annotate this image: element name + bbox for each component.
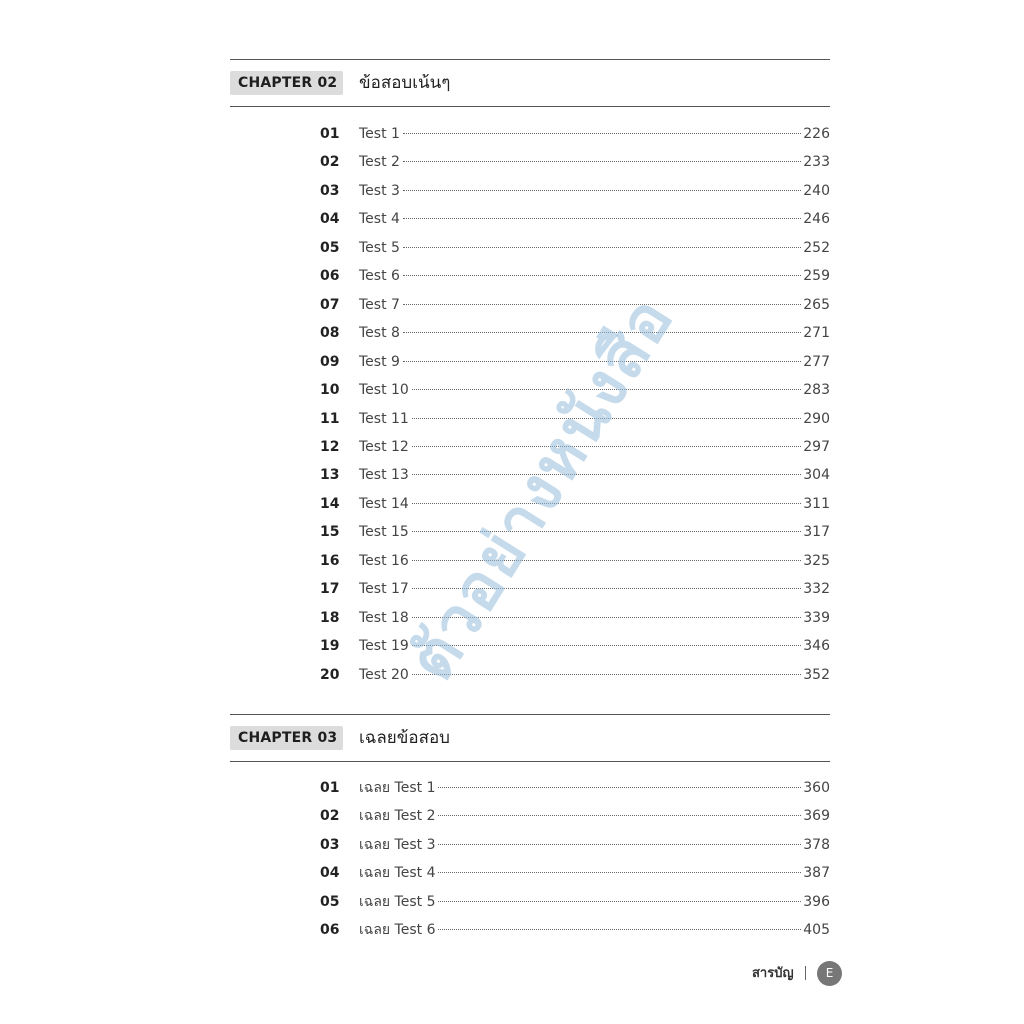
toc-entry-page: 369 — [803, 808, 830, 825]
toc-entry-label: Test 6 — [359, 268, 400, 285]
toc-entry[interactable] — [320, 835, 830, 855]
toc-entry-label: Test 17 — [359, 581, 409, 598]
toc-entry-number: 02 — [320, 808, 340, 825]
dot-leader — [403, 189, 801, 191]
toc-entry-label: Test 7 — [359, 296, 400, 313]
toc-entry-label: Test 1 — [359, 126, 400, 142]
toc-entry[interactable] — [320, 920, 830, 940]
toc-entry-page: 325 — [803, 552, 830, 569]
chapter-title: ข้อสอบเน้นๆ — [359, 73, 451, 93]
dot-leader — [412, 644, 801, 646]
toc-entry-label: Test 4 — [359, 211, 400, 228]
toc-entry-page: 265 — [803, 296, 830, 313]
toc-entry-page: 339 — [803, 609, 830, 626]
toc-entry-page: 297 — [803, 438, 830, 455]
toc-entry-label: เฉลย Test 3 — [359, 836, 436, 853]
chapter-header — [230, 59, 830, 107]
toc-entry[interactable] — [320, 636, 830, 656]
toc-entry[interactable] — [320, 778, 830, 798]
dot-leader — [438, 871, 801, 873]
toc-entry[interactable] — [320, 522, 830, 542]
toc-entry-page: 317 — [803, 524, 830, 541]
dot-leader — [438, 928, 801, 930]
toc-entry-page: 332 — [803, 581, 830, 598]
toc-entry[interactable] — [320, 665, 830, 685]
toc-entry[interactable] — [320, 323, 830, 343]
toc-entry-label: Test 19 — [359, 638, 409, 655]
toc-entry-label: Test 15 — [359, 524, 409, 541]
dot-leader — [412, 587, 801, 589]
toc-entry-label: Test 12 — [359, 438, 409, 455]
toc-entry[interactable] — [320, 295, 830, 315]
toc-entry-number: 07 — [320, 296, 340, 313]
toc-entry-page: 233 — [803, 154, 830, 171]
toc-entry-number: 17 — [320, 581, 340, 598]
toc-entry-label: Test 13 — [359, 467, 409, 484]
toc-entry-page: 378 — [803, 836, 830, 853]
toc-entry-page: 283 — [803, 382, 830, 399]
toc-entry[interactable] — [320, 579, 830, 599]
dot-leader — [403, 132, 801, 134]
toc-entry[interactable] — [320, 238, 830, 258]
toc-entry-label: เฉลย Test 6 — [359, 922, 436, 938]
toc-entry-page: 259 — [803, 268, 830, 285]
toc-entry[interactable] — [320, 437, 830, 457]
dot-leader — [412, 473, 801, 475]
dot-leader — [412, 417, 801, 419]
toc-entry-number: 06 — [320, 268, 340, 285]
toc-entry[interactable] — [320, 352, 830, 372]
toc-entry-number: 14 — [320, 495, 340, 512]
dot-leader — [412, 388, 801, 390]
dot-leader — [412, 502, 801, 504]
toc-entry-page: 226 — [803, 126, 830, 142]
toc-entry-label: Test 8 — [359, 325, 400, 342]
toc-entry-label: Test 20 — [359, 666, 409, 683]
toc-entry-number: 20 — [320, 666, 340, 683]
toc-entry-number: 04 — [320, 211, 340, 228]
toc-entry-label: Test 2 — [359, 154, 400, 171]
dot-leader — [412, 673, 801, 675]
toc-entry-number: 10 — [320, 382, 340, 399]
toc-entry-number: 08 — [320, 325, 340, 342]
toc-entry-number: 11 — [320, 410, 340, 427]
toc-entry-page: 252 — [803, 239, 830, 256]
toc-entry-label: เฉลย Test 4 — [359, 865, 436, 882]
toc-entry-number: 16 — [320, 552, 340, 569]
toc-entry[interactable] — [320, 181, 830, 201]
toc-entry[interactable] — [320, 892, 830, 912]
dot-leader — [403, 246, 801, 248]
toc-entry-number: 13 — [320, 467, 340, 484]
toc-entry-page: 360 — [803, 780, 830, 796]
toc-entry-page: 290 — [803, 410, 830, 427]
dot-leader — [438, 900, 801, 902]
toc-entry-label: Test 10 — [359, 382, 409, 399]
dot-leader — [403, 331, 801, 333]
toc-entry-number: 02 — [320, 154, 340, 171]
chapter-badge: CHAPTER 03 — [230, 726, 343, 750]
dot-leader — [403, 360, 801, 362]
dot-leader — [438, 814, 801, 816]
toc-entry[interactable] — [320, 152, 830, 172]
toc-entry-page: 396 — [803, 893, 830, 910]
toc-entry-page: 311 — [803, 495, 830, 512]
toc-entry-number: 19 — [320, 638, 340, 655]
chapter-title: เฉลยข้อสอบ — [359, 728, 450, 748]
toc-entry-page: 271 — [803, 325, 830, 342]
dot-leader — [403, 303, 801, 305]
dot-leader — [438, 786, 801, 788]
toc-entry[interactable] — [320, 465, 830, 485]
toc-entry-page: 277 — [803, 353, 830, 370]
footer-label: สารบัญ — [752, 966, 794, 981]
toc-entry-label: Test 11 — [359, 410, 409, 427]
toc-entry-page: 346 — [803, 638, 830, 655]
toc-entry-label: Test 3 — [359, 182, 400, 199]
toc-entry-page: 387 — [803, 865, 830, 882]
toc-entry-number: 03 — [320, 836, 340, 853]
dot-leader — [403, 217, 801, 219]
toc-entry[interactable] — [320, 863, 830, 883]
toc-entry-label: เฉลย Test 5 — [359, 893, 436, 910]
toc-entry-page: 304 — [803, 467, 830, 484]
toc-entry-page: 246 — [803, 211, 830, 228]
toc-entry-number: 03 — [320, 182, 340, 199]
toc-entry-number: 06 — [320, 922, 340, 938]
toc-entry-label: เฉลย Test 1 — [359, 780, 436, 796]
dot-leader — [403, 274, 801, 276]
toc-entry[interactable] — [320, 209, 830, 229]
toc-entry-number: 15 — [320, 524, 340, 541]
toc-entry-label: Test 14 — [359, 495, 409, 512]
toc-entry-page: 352 — [803, 666, 830, 683]
toc-entry[interactable] — [320, 494, 830, 514]
footer-divider — [805, 966, 806, 980]
toc-entry-number: 09 — [320, 353, 340, 370]
chapter-badge: CHAPTER 02 — [230, 71, 343, 95]
toc-entry-page: 240 — [803, 182, 830, 199]
dot-leader — [412, 445, 801, 447]
dot-leader — [403, 160, 801, 162]
chapter-header — [230, 714, 830, 762]
toc-entry-number: 05 — [320, 239, 340, 256]
toc-entry-number: 18 — [320, 609, 340, 626]
toc-entry-label: Test 18 — [359, 609, 409, 626]
toc-entry-number: 01 — [320, 126, 340, 142]
toc-entry[interactable] — [320, 380, 830, 400]
toc-entry-label: เฉลย Test 2 — [359, 808, 436, 825]
toc-entry-label: Test 9 — [359, 353, 400, 370]
toc-entry[interactable] — [320, 806, 830, 826]
dot-leader — [438, 843, 801, 845]
toc-entry[interactable] — [320, 124, 830, 144]
page-number-badge: E — [817, 961, 842, 986]
toc-entry[interactable] — [320, 551, 830, 571]
dot-leader — [412, 559, 801, 561]
dot-leader — [412, 530, 801, 532]
toc-entry-label: Test 16 — [359, 552, 409, 569]
toc-entry-number: 05 — [320, 893, 340, 910]
watermark: ตัวอย่างหนังสือ — [394, 283, 689, 694]
toc-entry-number: 04 — [320, 865, 340, 882]
toc-entry[interactable] — [320, 266, 830, 286]
toc-entry[interactable] — [320, 608, 830, 628]
toc-entry-number: 01 — [320, 780, 340, 796]
toc-entry-label: Test 5 — [359, 239, 400, 256]
toc-entry[interactable] — [320, 409, 830, 429]
toc-entry-number: 12 — [320, 438, 340, 455]
toc-entry-page: 405 — [803, 922, 830, 938]
dot-leader — [412, 616, 801, 618]
